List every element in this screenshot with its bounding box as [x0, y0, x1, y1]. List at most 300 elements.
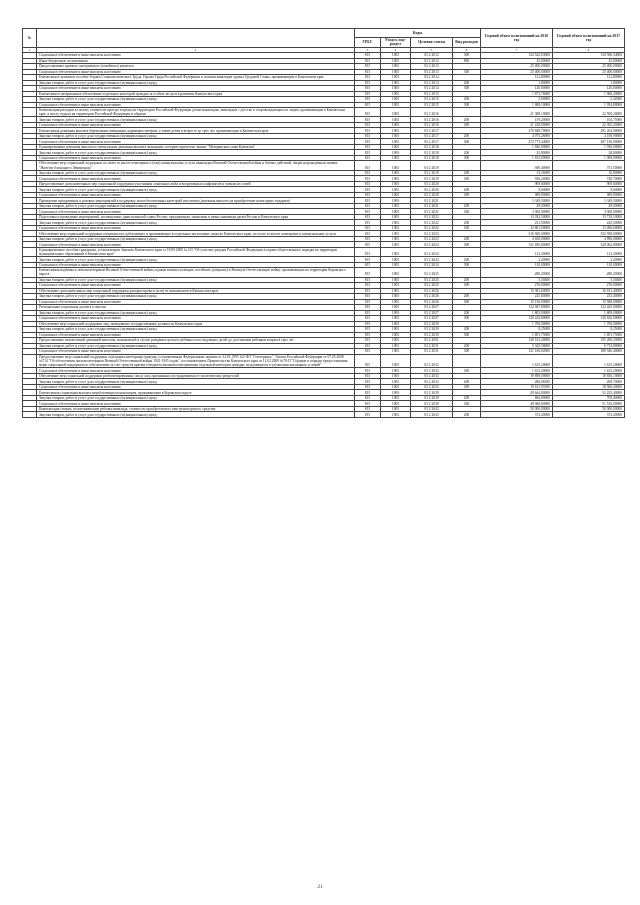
row-grbs-cell: 815: [355, 187, 381, 193]
row-cst-cell: 03 2 2031: [411, 343, 453, 349]
row-name-cell: Закупка товаров, работ и услуг для государственных (муниципальных) нужд: [37, 412, 355, 418]
row-vid-cell: [453, 268, 481, 277]
row-vid-cell: 200: [453, 412, 481, 418]
row-vid-cell: 300: [453, 283, 481, 289]
row-grbs-cell: 815: [355, 214, 381, 220]
row-2016-cell: 1 615,20000: [481, 368, 553, 374]
row-2017-cell: 3 300,00000: [553, 209, 625, 215]
row-cst-cell: 03 2 2025: [411, 283, 453, 289]
row-grbs-cell: 815: [355, 64, 381, 70]
row-2017-cell: 740,70000: [553, 176, 625, 182]
row-grbs-cell: 815: [355, 102, 381, 108]
row-2017-cell: 51 516,00000: [553, 401, 625, 407]
row-cst-cell: 03 2 2020: [411, 181, 453, 187]
table-row: [23, 161, 625, 170]
row-2017-cell: 52 225,40000: [553, 390, 625, 396]
row-grbs-cell: 815: [355, 80, 381, 86]
row-name-cell: Закупка товаров, работ и услуг для государственных (муниципальных) нужд: [37, 187, 355, 193]
row-razdel-cell: 1003: [381, 144, 411, 150]
row-cst-cell: 03 2 2031: [411, 349, 453, 355]
row-grbs-cell: 815: [355, 236, 381, 242]
row-grbs-cell: 815: [355, 332, 381, 338]
row-2016-cell: 225,60000: [481, 294, 553, 300]
row-grbs-cell: 815: [355, 203, 381, 209]
row-cst-cell: 03 2 2016: [411, 117, 453, 123]
row-cst-cell: 03 2 2022: [411, 225, 453, 231]
row-2016-cell: 5,00000: [481, 97, 553, 103]
row-2016-cell: 684,00000: [481, 395, 553, 401]
row-razdel-cell: 1003: [381, 91, 411, 97]
row-razdel-cell: 1003: [381, 108, 411, 117]
row-grbs-cell: 815: [355, 128, 381, 134]
row-2016-cell: 1 868,10000: [481, 102, 553, 108]
row-name-cell: Закупка товаров, работ и услуг для государственных (муниципальных) нужд: [37, 170, 355, 176]
row-2016-cell: 122 047,80000: [481, 305, 553, 311]
row-2016-cell: 121 166,82000: [481, 349, 553, 355]
row-cst-cell: 03 2 2023: [411, 242, 453, 248]
row-cst-cell: 03 2 2017: [411, 139, 453, 145]
row-name-cell: Подготовка и проведение мероприятий, посвященных дням воинской славы России, праздничным, памятным и иным значимым датам России и Камчатского края: [37, 214, 355, 220]
row-cst-cell: 03 2 2023: [411, 231, 453, 237]
row-2016-cell: 19 898,00000: [481, 373, 553, 379]
row-razdel-cell: 1003: [381, 373, 411, 379]
row-name-cell: Ежемесячная социальная выплата неработающим пенсионерам, проживающим в Корякском округе: [37, 390, 355, 396]
row-cst-cell: 03 2 2017: [411, 128, 453, 134]
row-2017-cell: 1 700,00000: [553, 321, 625, 327]
row-vid-cell: 300: [453, 299, 481, 305]
row-grbs-cell: 815: [355, 368, 381, 374]
row-2017-cell: 1,80000: [553, 80, 625, 86]
row-name-cell: Закупка товаров, работ и услуг для государственных (муниципальных) нужд: [37, 117, 355, 123]
row-razdel-cell: 1003: [381, 53, 411, 59]
row-2016-cell: 1 615,20000: [481, 354, 553, 368]
page-number: 21: [317, 885, 323, 890]
row-razdel-cell: 1003: [381, 379, 411, 385]
row-2017-cell: 22 500,20000: [553, 108, 625, 117]
row-grbs-cell: 815: [355, 97, 381, 103]
row-name-cell: Обеспечение мер социальной поддержки лиц, замещавших государственные должности Камчатского края: [37, 321, 355, 327]
row-razdel-cell: 1003: [381, 395, 411, 401]
row-2017-cell: 15 948,00000: [553, 299, 625, 305]
row-2017-cell: 25 400,00000: [553, 64, 625, 70]
row-grbs-cell: 815: [355, 299, 381, 305]
row-2016-cell: 276,69600: [481, 283, 553, 289]
row-vid-cell: 200: [453, 257, 481, 263]
row-grbs-cell: 815: [355, 150, 381, 156]
row-grbs-cell: 815: [355, 161, 381, 170]
row-razdel-cell: 1003: [381, 176, 411, 182]
header-codes: Коды: [355, 29, 481, 38]
row-vid-cell: 300: [453, 349, 481, 355]
row-name-cell: Единовременная денежная выплата и ежемесячная денежная выплата женщинам, которым присвоено звание "Материнская слава Камчатки": [37, 144, 355, 150]
row-grbs-cell: 815: [355, 373, 381, 379]
row-grbs-cell: 815: [355, 288, 381, 294]
row-2016-cell: 48 960,80000: [481, 401, 553, 407]
column-number: 6: [453, 47, 481, 52]
row-name-cell: Обеспечение мер социальной поддержки специалистов, работающих и проживающих в отдельных населенных пунктах Камчатского края, по плате за жилое помещение и коммунальные услуги: [37, 231, 355, 237]
row-2017-cell: 1 615,20000: [553, 354, 625, 368]
row-2016-cell: 1 700,00000: [481, 321, 553, 327]
column-number: 3: [355, 47, 381, 52]
row-2017-cell: 372,20000: [553, 412, 625, 418]
row-2016-cell: 1 840,80000: [481, 144, 553, 150]
row-name-cell: Социальное обеспечение и иные выплаты населению: [37, 69, 355, 75]
row-vid-cell: 200: [453, 97, 481, 103]
table-row: [23, 75, 625, 81]
row-2017-cell: 104,75000: [553, 117, 625, 123]
row-grbs-cell: 815: [355, 198, 381, 204]
row-name-cell: Компенсация семьям, воспитывающим ребенка-инвалида, стоимости приобретаемого ими транспортного средства: [37, 406, 355, 412]
row-vid-cell: 300: [453, 262, 481, 268]
row-2017-cell: 269,70000: [553, 379, 625, 385]
row-vid-cell: 300: [453, 102, 481, 108]
table-row: [23, 354, 625, 368]
row-name-cell: Социальное обеспечение и иные выплаты населению: [37, 192, 355, 198]
row-razdel-cell: 1003: [381, 117, 411, 123]
header-vid: Вид расходов: [453, 38, 481, 48]
row-2016-cell: 1 803,00000: [481, 310, 553, 316]
row-razdel-cell: 1003: [381, 133, 411, 139]
row-2017-cell: 122 445,00000: [553, 305, 625, 311]
row-cst-cell: 03 2 2018: [411, 150, 453, 156]
row-vid-cell: 300: [453, 139, 481, 145]
row-cst-cell: 03 2 2027: [411, 305, 453, 311]
row-name-cell: Предоставление краевого материнского (семейного) капитала: [37, 64, 355, 70]
row-2017-cell: 280,20000: [553, 268, 625, 277]
row-2016-cell: 900,00000: [481, 192, 553, 198]
row-grbs-cell: 815: [355, 343, 381, 349]
row-cst-cell: 03 2 2021: [411, 203, 453, 209]
row-name-cell: Социальное обеспечение и иные выплаты населению: [37, 368, 355, 374]
row-2017-cell: 10,80000: [553, 170, 625, 176]
row-cst-cell: 03 2 2030: [411, 332, 453, 338]
row-name-cell: Социальное обеспечение и иные выплаты населению: [37, 122, 355, 128]
row-razdel-cell: 1003: [381, 214, 411, 220]
row-grbs-cell: 815: [355, 395, 381, 401]
row-2016-cell: 126 512,40000: [481, 338, 553, 344]
row-2016-cell: 272 773,44000: [481, 139, 553, 145]
row-2016-cell: 3 300,00000: [481, 209, 553, 215]
row-grbs-cell: 815: [355, 58, 381, 64]
row-grbs-cell: 815: [355, 321, 381, 327]
row-razdel-cell: 1003: [381, 97, 411, 103]
column-number: 5: [411, 47, 453, 52]
row-2017-cell: 1 908,00000: [553, 155, 625, 161]
row-grbs-cell: 815: [355, 86, 381, 92]
row-2016-cell: 909,60000: [481, 181, 553, 187]
row-cst-cell: 03 2 2013: [411, 69, 453, 75]
row-name-cell: Предоставление дополнительных мер социальной поддержки участникам локальных войн и вооруженных конфликтов и членам их семей: [37, 181, 355, 187]
row-grbs-cell: 815: [355, 305, 381, 311]
row-grbs-cell: 815: [355, 242, 381, 248]
row-cst-cell: 03 2 2032: [411, 354, 453, 368]
row-vid-cell: 200: [453, 327, 481, 333]
row-razdel-cell: 1003: [381, 283, 411, 289]
row-name-cell: Закупка товаров, работ и услуг для государственных (муниципальных) нужд: [37, 277, 355, 283]
row-vid-cell: 200: [453, 150, 481, 156]
header-2017: Годовой объем ассигнований на 2017 год: [553, 29, 625, 48]
row-name-cell: Ежемесячная денежная выплата беременным женщинам, кормящим матерям, а также детям в возрасте до трех лет, проживающим в Камчатском крае: [37, 128, 355, 134]
row-vid-cell: 300: [453, 316, 481, 322]
row-2016-cell: 1 815,00000: [481, 155, 553, 161]
row-2016-cell: 112,20000: [481, 247, 553, 256]
row-2016-cell: 316 500,00000: [481, 231, 553, 237]
row-vid-cell: 200: [453, 310, 481, 316]
table-row: [23, 231, 625, 237]
row-name-cell: Закупка товаров, работ и услуг для государственных (муниципальных) нужд: [37, 150, 355, 156]
row-2017-cell: 110,00000: [553, 262, 625, 268]
row-vid-cell: 200: [453, 117, 481, 123]
row-2016-cell: 1 691,75000: [481, 332, 553, 338]
row-2016-cell: 286,06500: [481, 379, 553, 385]
row-2016-cell: 121,80000: [481, 75, 553, 81]
row-vid-cell: 300: [453, 332, 481, 338]
row-name-cell: Закупка товаров, работ и услуг для государственных (муниципальных) нужд: [37, 379, 355, 385]
row-grbs-cell: 815: [355, 209, 381, 215]
row-razdel-cell: 1003: [381, 257, 411, 263]
row-razdel-cell: 1003: [381, 310, 411, 316]
row-grbs-cell: 815: [355, 310, 381, 316]
row-razdel-cell: 1003: [381, 150, 411, 156]
row-cst-cell: 03 2 2022: [411, 214, 453, 220]
row-cst-cell: 03 2 2026: [411, 288, 453, 294]
row-cst-cell: 03 2 2027: [411, 310, 453, 316]
row-name-cell: Социальное обеспечение и иные выплаты населению: [37, 176, 355, 182]
row-razdel-cell: 1003: [381, 236, 411, 242]
row-2016-cell: 372,20000: [481, 412, 553, 418]
row-cst-cell: 03 2 2023: [411, 236, 453, 242]
row-razdel-cell: 1003: [381, 64, 411, 70]
row-cst-cell: 03 2 2033: [411, 379, 453, 385]
row-cst-cell: 03 2 2024: [411, 262, 453, 268]
row-cst-cell: 03 2 2019: [411, 161, 453, 170]
row-cst-cell: 03 2 2014: [411, 75, 453, 81]
row-razdel-cell: 1003: [381, 187, 411, 193]
row-razdel-cell: 1003: [381, 349, 411, 355]
row-cst-cell: 03 2 2039: [411, 390, 453, 396]
header-2016: Годовой объем ассигнований на 2016 год: [481, 29, 553, 48]
row-razdel-cell: 1003: [381, 220, 411, 226]
row-grbs-cell: 815: [355, 69, 381, 75]
row-2016-cell: 19 611,93500: [481, 384, 553, 390]
table-row: [23, 247, 625, 256]
row-vid-cell: 300: [453, 368, 481, 374]
row-2016-cell: 276 848,70000: [481, 128, 553, 134]
row-2017-cell: 120 636,00000: [553, 316, 625, 322]
row-razdel-cell: 1003: [381, 368, 411, 374]
row-2017-cell: 1 954,88000: [553, 102, 625, 108]
row-cst-cell: 03 2 2020: [411, 192, 453, 198]
row-cst-cell: 03 2 2015: [411, 102, 453, 108]
row-2017-cell: 291 264,90000: [553, 128, 625, 134]
row-name-cell: Социальное обеспечение и иные выплаты населению: [37, 209, 355, 215]
row-razdel-cell: 1003: [381, 161, 411, 170]
row-grbs-cell: 815: [355, 155, 381, 161]
row-razdel-cell: 1003: [381, 327, 411, 333]
row-2017-cell: 49,50000: [553, 203, 625, 209]
row-name-cell: Социальное обеспечение и иные выплаты населению: [37, 102, 355, 108]
row-grbs-cell: 815: [355, 354, 381, 368]
row-razdel-cell: 1003: [381, 268, 411, 277]
row-cst-cell: 03 2 2026: [411, 294, 453, 300]
row-grbs-cell: 815: [355, 53, 381, 59]
row-2017-cell: 195 280,20000: [553, 338, 625, 344]
row-2016-cell: 12 801,00000: [481, 225, 553, 231]
row-grbs-cell: 815: [355, 379, 381, 385]
row-2016-cell: 1,80000: [481, 80, 553, 86]
row-2017-cell: 13 710,10000: [553, 214, 625, 220]
row-name-cell: Закупка товаров, работ и услуг для государственных (муниципальных) нужд: [37, 310, 355, 316]
table-row: [23, 268, 625, 277]
row-vid-cell: 200: [453, 80, 481, 86]
row-num-cell: [23, 247, 37, 256]
row-vid-cell: 300: [453, 225, 481, 231]
row-cst-cell: 03 2 2031: [411, 338, 453, 344]
row-2017-cell: 25 400,00000: [553, 69, 625, 75]
row-razdel-cell: 1003: [381, 203, 411, 209]
row-name-cell: Закупка товаров, работ и услуг для государственных (муниципальных) нужд: [37, 133, 355, 139]
row-2016-cell: 50 000,00000: [481, 406, 553, 412]
row-razdel-cell: 1003: [381, 86, 411, 92]
row-vid-cell: 200: [453, 294, 481, 300]
row-vid-cell: 300: [453, 155, 481, 161]
row-2016-cell: 21 228,90000: [481, 122, 553, 128]
row-2017-cell: 709,40000: [553, 395, 625, 401]
row-grbs-cell: 815: [355, 338, 381, 344]
row-grbs-cell: 815: [355, 231, 381, 237]
row-razdel-cell: 1003: [381, 412, 411, 418]
row-grbs-cell: 815: [355, 133, 381, 139]
row-grbs-cell: 815: [355, 181, 381, 187]
row-2017-cell: 8,25000: [553, 327, 625, 333]
row-cst-cell: 03 2 2043: [411, 406, 453, 412]
row-2016-cell: 231,50000: [481, 220, 553, 226]
table-row: [23, 412, 625, 418]
row-grbs-cell: 815: [355, 176, 381, 182]
row-razdel-cell: 1003: [381, 277, 411, 283]
row-razdel-cell: 1003: [381, 58, 411, 64]
row-cst-cell: 03 2 2039: [411, 395, 453, 401]
row-cst-cell: 03 2 2014: [411, 86, 453, 92]
row-grbs-cell: 815: [355, 294, 381, 300]
row-vid-cell: 200: [453, 236, 481, 242]
row-vid-cell: 300: [453, 69, 481, 75]
row-2017-cell: 332 958,00000: [553, 231, 625, 237]
row-razdel-cell: 1003: [381, 316, 411, 322]
row-2016-cell: 49 644,80000: [481, 390, 553, 396]
row-2017-cell: 4 108,90000: [553, 133, 625, 139]
row-cst-cell: 03 2 2039: [411, 401, 453, 407]
row-name-cell: Обеспечение мер социальной поддержки по плате за жилое помещение и (или) коммунальные услуги инвалидам Великой Отечественной войны и боевых действий, лицам награжденным знаком "Жителю блокадного Ленинграда": [37, 161, 355, 170]
row-vid-cell: 300: [453, 242, 481, 248]
row-2017-cell: 276,69600: [553, 283, 625, 289]
column-number: 4: [381, 47, 411, 52]
row-grbs-cell: 815: [355, 117, 381, 123]
row-name-cell: Предоставление мер социальной поддержки отдельным категориям граждан, установленным Федеральным законом от 12.01.1995 №5-ФЗ "О ветеранах", Указом Российской Федерации от 07.05.2008 №714 "Об обеспечении жильем ветеранов Великой Отечественной войны 1941-1945 годов", постановлением Правительства Камчатского края от 11.02.2009 №70-П "О форме и порядке предоставления меры социальной поддержки по обеспечению за счет средств краевого бюджета жилыми помещениями отдельной категории граждан, нуждающихся в улучшении жилищных условий": [37, 354, 355, 368]
row-cst-cell: 03 2 2016: [411, 122, 453, 128]
row-2017-cell: 1 809,00000: [553, 310, 625, 316]
row-2016-cell: 21 388,10000: [481, 108, 553, 117]
row-name-cell: Предоставление ежемесячной денежной выплаты, назначаемой в случае рождения третьего ребенка и последующих детей до достижения ребенком возраста трех лет: [37, 338, 355, 344]
row-2017-cell: 22 395,45000: [553, 122, 625, 128]
row-vid-cell: 200: [453, 133, 481, 139]
header-num: №: [23, 29, 37, 48]
row-razdel-cell: 1003: [381, 321, 411, 327]
row-2016-cell: 280,20000: [481, 268, 553, 277]
row-name-cell: Социальное обеспечение и иные выплаты населению: [37, 283, 355, 289]
row-vid-cell: 200: [453, 395, 481, 401]
row-2016-cell: 2,20000: [481, 257, 553, 263]
row-cst-cell: 03 2 2014: [411, 80, 453, 86]
row-name-cell: Социальное обеспечение и иные выплаты населению: [37, 53, 355, 59]
row-cst-cell: 03 2 2021: [411, 209, 453, 215]
row-2016-cell: 15 381,60000: [481, 288, 553, 294]
row-vid-cell: 300: [453, 209, 481, 215]
row-name-cell: Закупка товаров, работ и услуг для государственных (муниципальных) нужд: [37, 294, 355, 300]
row-name-cell: Социальное обеспечение и иные выплаты населению: [37, 384, 355, 390]
table-body: [23, 53, 625, 418]
row-2017-cell: 13 466,60000: [553, 225, 625, 231]
header-cst: Целевая статья: [411, 38, 453, 48]
row-razdel-cell: 1003: [381, 247, 411, 256]
row-2017-cell: 18 836,10000: [553, 373, 625, 379]
row-razdel-cell: 1003: [381, 122, 411, 128]
row-vid-cell: 800: [453, 58, 481, 64]
row-name-cell: Обеспечение дополнительных мер социальной поддержки донорам крови и (или) ее компонентов в Камчатском крае: [37, 288, 355, 294]
row-razdel-cell: 1003: [381, 102, 411, 108]
row-grbs-cell: 815: [355, 139, 381, 145]
row-num-cell: [23, 354, 37, 368]
row-2017-cell: 9,60000: [553, 187, 625, 193]
row-name-cell: Закупка товаров, работ и услуг для государственных (муниципальных) нужд: [37, 343, 355, 349]
row-vid-cell: 300: [453, 384, 481, 390]
row-name-cell: Ежемесячное денежное пособие Героям Социалистического Труда, Героям Труда Российской Федерации и полным кавалерам ордена Трудовой Славы, проживающим в Камчатском крае: [37, 75, 355, 81]
row-2016-cell: 8,25000: [481, 327, 553, 333]
row-cst-cell: 03 2 2032: [411, 368, 453, 374]
row-razdel-cell: 1003: [381, 288, 411, 294]
row-cst-cell: 03 2 2012: [411, 53, 453, 59]
row-cst-cell: 03 2 2012: [411, 58, 453, 64]
row-razdel-cell: 1003: [381, 401, 411, 407]
row-cst-cell: 03 2 2030: [411, 327, 453, 333]
row-2016-cell: 949,40000: [481, 161, 553, 170]
row-cst-cell: 03 2 2015: [411, 91, 453, 97]
row-grbs-cell: 815: [355, 268, 381, 277]
row-2017-cell: 287 156,00000: [553, 139, 625, 145]
budget-document: [22, 28, 624, 418]
header-razdel: Раздел, под-раздел: [381, 38, 411, 48]
row-razdel-cell: 1003: [381, 170, 411, 176]
row-2016-cell: 159,20000: [481, 117, 553, 123]
row-2016-cell: 936,24000: [481, 176, 553, 182]
row-2016-cell: 5 345,58000: [481, 343, 553, 349]
row-2017-cell: 6 733,80000: [553, 343, 625, 349]
row-vid-cell: [453, 247, 481, 256]
row-grbs-cell: 815: [355, 220, 381, 226]
row-name-cell: Закупка товаров, работ и услуг для государственных (муниципальных) нужд: [37, 236, 355, 242]
row-vid-cell: 200: [453, 203, 481, 209]
row-cst-cell: 03 2 2024: [411, 257, 453, 263]
row-vid-cell: 300: [453, 86, 481, 92]
row-razdel-cell: 1003: [381, 198, 411, 204]
header-name: [37, 29, 355, 48]
row-2016-cell: 13,16000: [481, 170, 553, 176]
row-2017-cell: 188 546,40000: [553, 349, 625, 355]
row-vid-cell: 300: [453, 122, 481, 128]
row-grbs-cell: 815: [355, 277, 381, 283]
row-name-cell: Закупка товаров, работ и услуг для государственных (муниципальных) нужд: [37, 327, 355, 333]
row-cst-cell: 03 2 2019: [411, 176, 453, 182]
